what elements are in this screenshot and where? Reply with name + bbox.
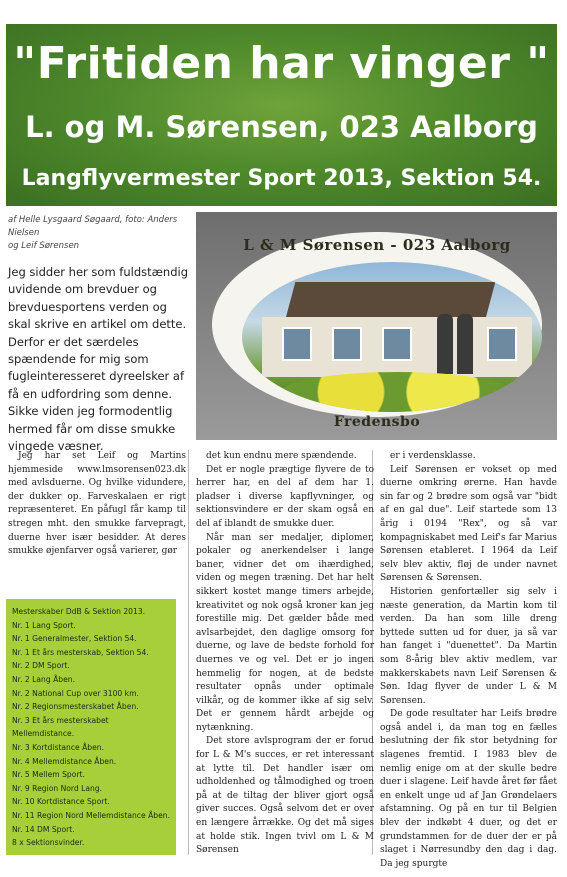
byline: [8, 214, 198, 253]
championship-box: [6, 599, 176, 855]
photo-oval-frame: [212, 232, 542, 430]
person-figure: [437, 314, 453, 374]
house-window: [282, 327, 312, 361]
house-window: [332, 327, 362, 361]
photo-scene: [242, 262, 542, 412]
house-window: [487, 327, 517, 361]
intro-paragraph: Jeg sidder her som fuldstændig uvidende om brevduer og brevduesportens verden og skal skrive en artikel om dette. Derfor er det særdeles spændende for mig som fugleinteresseret dyreelsker af få en udfordring som denne. Sikke viden jeg formodentlig hermed får om disse smukke vingede væsner.: [8, 265, 189, 454]
championship-item: Nr. 3 Et års mesterskabet Mellemdistance.: [12, 715, 109, 739]
photo-caption: Fredensbo: [333, 414, 421, 430]
flower-bed: [282, 372, 512, 412]
column-2: [196, 450, 374, 858]
article-title: "Fritiden har vinger ": [13, 38, 550, 89]
championship-item: Nr. 5 Mellem Sport.: [12, 770, 85, 780]
column-3: [380, 450, 557, 871]
paragraph: Leif Sørensen er vokset op med duerne omkring ørerne. Han havde sin far og 2 brødre som også var "bidt af en gal due". Leif startede som 13 årig i 0194 "Rex", og så var kompagniskabet med Leif's far Marius Sørensen etableret. I 1964 da Leif selv blev aktiv, fløj de under navnet Sørensen & Sørensen.: [380, 464, 557, 584]
header-banner: [6, 24, 557, 206]
championship-item: Nr. 4 Mellemdistance Åben.: [12, 756, 117, 766]
paragraph: Historien genfortæller sig selv i næste generation, da Martin kom til verden. Da han som lille dreng byttede sutten ud for duer, ja så var han fanget i "duenettet". Da Martin som 8-årig blev aktiv medlem, var makkerskabets navn Leif Sørensen & Søn. Idag flyver de under L & M Sørensen.: [380, 586, 557, 706]
championship-item: Nr. 10 Kortdistance Sport.: [12, 797, 110, 807]
championship-item: Nr. 3 Kortdistance Åben.: [12, 742, 105, 752]
column-1: [8, 450, 186, 559]
championship-item: Nr. 1 Lang Sport.: [12, 620, 76, 630]
championship-item: Nr. 2 Regionsmesterskabet Åben.: [12, 702, 139, 712]
championship-item: Nr. 1 Generalmester, Sektion 54.: [12, 634, 137, 644]
paragraph: De gode resultater har Leifs brødre også andel i, da man tog en fælles beslutning der fik stor betydning for slagenes fremtid. I 1983 blev de nemlig enige om at der skulle bedre duer i slagene. Leif havde året før fået en enkelt unge ud af Jan Grøndelaers afstamning. Og på en tur til Belgien blev der indkøbt 4 duer, og det er grundstammen for de duer der er på slaget i Nørresundby den dag i dag. Da jeg spurgte: [380, 709, 557, 869]
championship-item: Nr. 2 DM Sport.: [12, 661, 70, 671]
paragraph: det kun endnu mere spændende.: [206, 451, 357, 461]
byline-line-1: af Helle Lysgaard Søgaard, foto: Anders Nielsen: [8, 215, 178, 238]
paragraph: er i verdensklasse.: [390, 451, 476, 461]
paragraph: Det er nogle prægtige flyvere de to herrer har, en del af dem har 1. pladser i diverse kapflyvninger, og sektionsvindere er der skam også en del af iblandt de smukke duer.: [196, 464, 374, 529]
house-window: [382, 327, 412, 361]
championship-item: Nr. 2 Lang Åben.: [12, 674, 76, 684]
article-subtitle-2: Langflyvermester Sport 2013, Sektion 54.: [21, 166, 542, 191]
article-subtitle: L. og M. Sørensen, 023 Aalborg: [25, 110, 538, 144]
paragraph: Det store avlsprogram der er forud for L & M's succes, er ret interessant at lytte til. Det handler især om udholdenhed og tålmodighed og troen på at de tiltag der bliver gjort også giver succes. Også selvom det er over en længere årrække. Og det må siges at holde stik. Ingen tvivl om L & M Sørensen: [196, 736, 374, 856]
championship-item: Nr. 11 Region Nord Mellemdistance Åben.: [12, 810, 170, 820]
house-wall: [262, 317, 532, 377]
byline-line-2: og Leif Sørensen: [8, 241, 80, 251]
house-photo: [196, 212, 557, 440]
championship-item: Nr. 9 Region Nord Lang.: [12, 783, 103, 793]
column-divider: [188, 450, 189, 855]
paragraph: Når man ser medaljer, diplomer, pokaler og anerkendelser i lange baner, vidner det om ihærdighed, viden og megen træning. Det har helt sikkert kostet mange timers arbejde, kreativitet og nok også kroner kan jeg forestille mig. Det gælder både med avlsarbejdet, den daglige omsorg for duerne, og lave de bedste forhold for duernes ve og vel. Det er jo ingen hemmelig for nogen, at de bedste resultater opnås under optimale vilkår, og de kommer ikke af sig selv. Det er gennem hårdt arbejde og nytænkning.: [196, 532, 374, 733]
person-figure: [457, 314, 473, 374]
championship-item: Nr. 2 National Cup over 3100 km.: [12, 688, 139, 698]
championship-item: Nr. 1 Et års mesterskab, Sektion 54.: [12, 647, 149, 657]
photo-title: L & M Sørensen - 023 Aalborg: [243, 236, 511, 254]
championship-item: Nr. 14 DM Sport.: [12, 824, 75, 834]
paragraph: Jeg har set Leif og Martins hjemmeside www.lmsorensen023.dk med avlsduerne. Og hvilke vidundere, der dukker op. Farveskalaen er rigt repræsenteret. En påfugl får kamp til stregen mht. den smukke farvepragt, duerne hver især besidder. At deres smukke øjenfarver også varierer, gør: [8, 451, 186, 557]
championship-item: 8 x Sektionsvinder.: [12, 838, 85, 848]
championship-box-title: Mesterskaber DdB & Sektion 2013.: [12, 607, 146, 616]
